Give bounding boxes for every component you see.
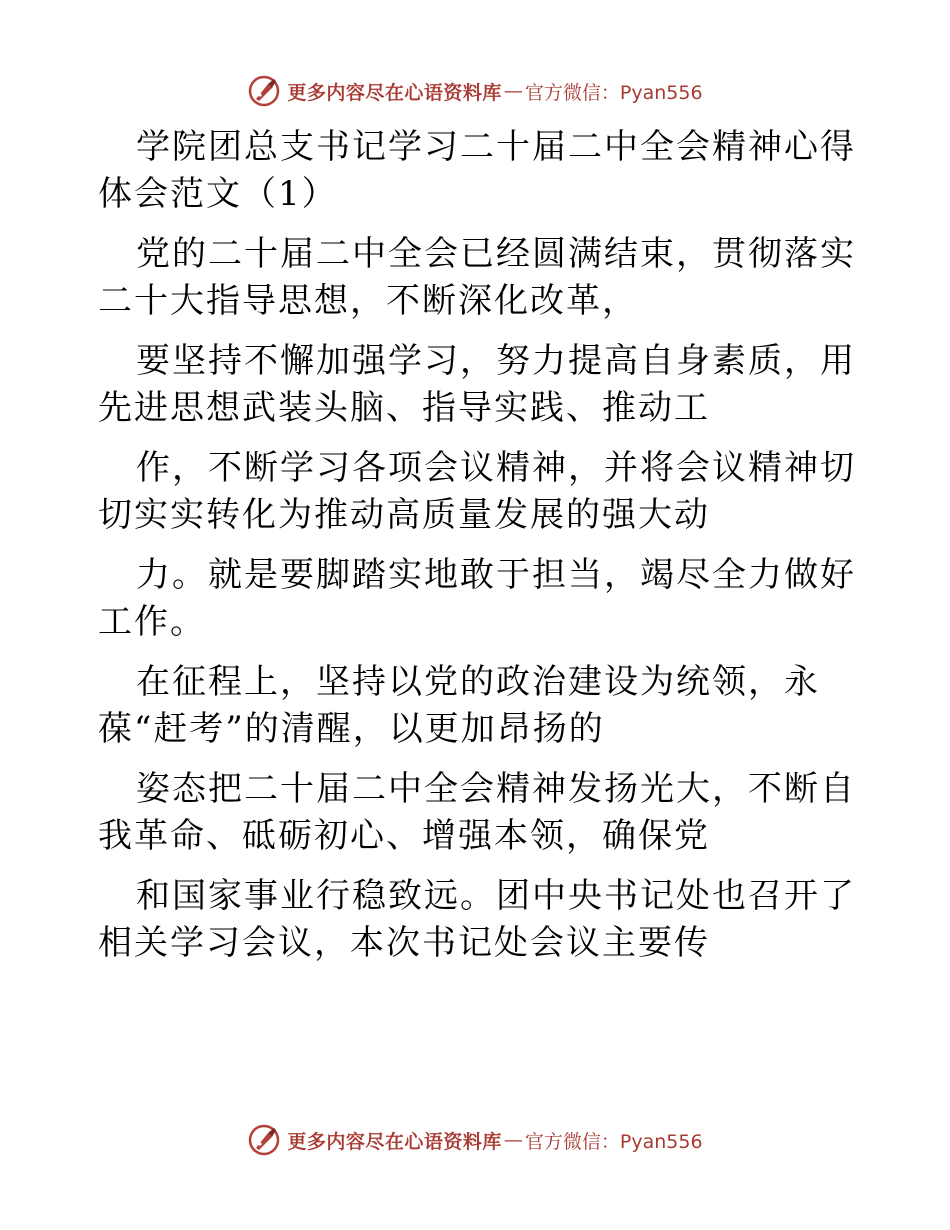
header-watermark-banner: [0, 71, 950, 111]
paragraph: 力。就是要脚踏实地敢于担当，竭尽全力做好工作。: [98, 555, 856, 642]
pen-nib-logo-icon: [247, 74, 281, 108]
paragraph: 和国家事业行稳致远。团中央书记处也召开了相关学习会议，本次书记处会议主要传: [98, 876, 856, 963]
footer-watermark-banner: [0, 1120, 950, 1160]
banner-contact: 官方微信：Pyan556: [524, 1130, 703, 1153]
banner-contact: 官方微信：Pyan556: [524, 81, 703, 104]
banner-title: 更多内容尽在心语资料库: [287, 1130, 502, 1153]
paragraph: 在征程上，坚持以党的政治建设为统领，永葆“赶考”的清醒，以更加昂扬的: [98, 662, 820, 749]
document-body: [98, 124, 858, 980]
paragraph: 要坚持不懈加强学习，努力提高自身素质，用先进思想武装头脑、指导实践、推动工: [98, 341, 856, 428]
pen-nib-logo-icon: [247, 1123, 281, 1157]
banner-separator: —: [503, 80, 523, 102]
paragraph: 作，不断学习各项会议精神，并将会议精神切切实实转化为推动高质量发展的强大动: [98, 448, 856, 535]
banner-separator: —: [503, 1129, 523, 1151]
document-title: 学院团总支书记学习二十届二中全会精神心得体会范文（1）: [98, 127, 856, 214]
paragraph: 党的二十届二中全会已经圆满结束，贯彻落实二十大指导思想，不断深化改革，: [98, 234, 856, 321]
banner-title: 更多内容尽在心语资料库: [287, 81, 502, 104]
paragraph: 姿态把二十届二中全会精神发扬光大，不断自我革命、砥砺初心、增强本领，确保党: [98, 769, 856, 856]
